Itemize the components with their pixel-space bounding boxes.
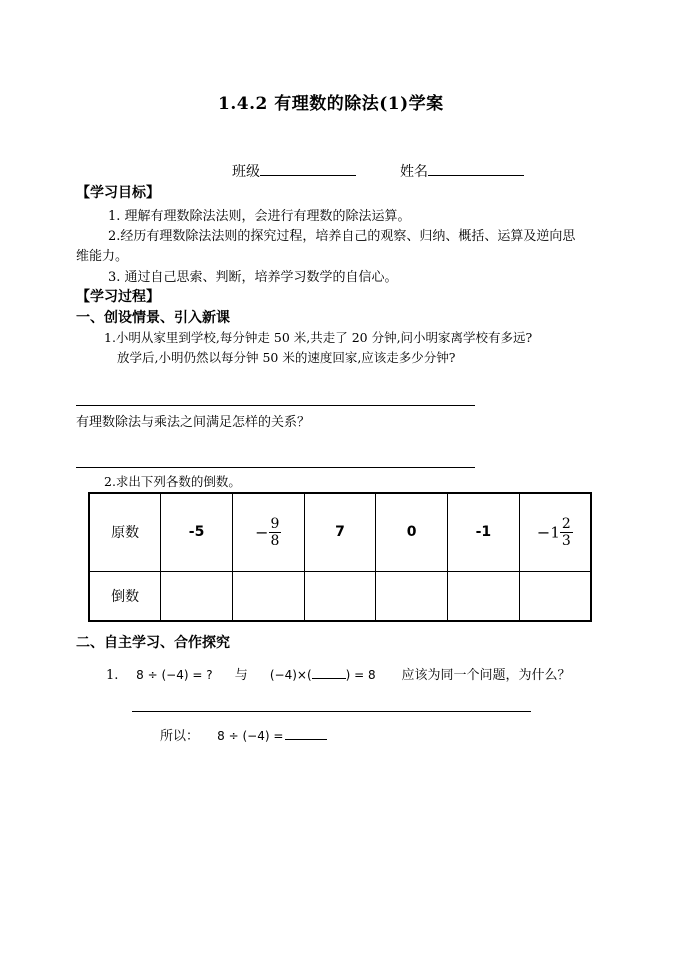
answer-line-1[interactable] bbox=[76, 405, 475, 406]
mixed-whole: 1 bbox=[550, 523, 560, 542]
table-cell-value bbox=[448, 493, 520, 571]
value-neg1: -1 bbox=[475, 524, 492, 541]
table-cell-value bbox=[519, 493, 591, 571]
fraction-9-8 bbox=[269, 516, 282, 549]
conjunction: 与 bbox=[234, 668, 248, 683]
reciprocal-cell[interactable] bbox=[376, 571, 448, 621]
conclusion bbox=[160, 725, 327, 744]
section2-title: 二、自主学习、合作探究 bbox=[76, 635, 230, 651]
table-cell-value bbox=[304, 493, 376, 571]
same-problem-question: 应该为同一个问题，为什么？ bbox=[401, 668, 571, 683]
frac-denominator: 8 bbox=[270, 532, 280, 549]
table-cell-value bbox=[376, 493, 448, 571]
table-row bbox=[89, 571, 591, 621]
table-header-original: 原数 bbox=[89, 493, 161, 571]
blank-field[interactable] bbox=[312, 678, 346, 679]
frac-numerator: 9 bbox=[270, 515, 280, 532]
table-row bbox=[89, 493, 591, 571]
name-label bbox=[400, 161, 524, 181]
expression-division: 8 ÷ (−4) = ? bbox=[136, 668, 213, 682]
class-label bbox=[232, 161, 356, 181]
question-1-line2: 放学后,小明仍然以每分钟 50 米的速度回家,应该走多少分钟? bbox=[117, 350, 456, 365]
frac-numerator: 2 bbox=[561, 515, 571, 532]
reciprocal-table bbox=[88, 492, 592, 622]
value-7: 7 bbox=[335, 524, 345, 541]
expr2-right: ) = 8 bbox=[345, 668, 376, 682]
objective-item-2: 2.经历有理数除法法则的探究过程，培养自己的观察、归纳、概括、运算及逆向思 bbox=[108, 229, 576, 244]
result-field[interactable] bbox=[285, 739, 327, 740]
objectives-heading: 【学习目标】 bbox=[76, 185, 160, 201]
relation-question: 有理数除法与乘法之间满足怎样的关系？ bbox=[76, 415, 311, 430]
frac-sign: − bbox=[255, 522, 269, 542]
section1-title: 一、创设情景、引入新课 bbox=[76, 310, 230, 326]
objective-item-1: 1. 理解有理数除法法则，会进行有理数的除法运算。 bbox=[108, 209, 411, 224]
item-number: 1. bbox=[106, 668, 119, 683]
reciprocal-cell[interactable] bbox=[519, 571, 591, 621]
objective-item-2-cont: 维能力。 bbox=[76, 249, 129, 264]
process-heading: 【学习过程】 bbox=[76, 289, 160, 305]
expr2-left: (−4)×( bbox=[269, 668, 312, 682]
answer-line-3[interactable] bbox=[132, 711, 531, 712]
value-0: 0 bbox=[406, 524, 417, 541]
question-1-line1: 1.小明从家里到学校,每分钟走 50 米,共走了 20 分钟,问小明家离学校有多远? bbox=[104, 330, 533, 345]
fraction-2-3 bbox=[560, 516, 573, 549]
expression-multiplication bbox=[270, 668, 380, 682]
answer-line-2[interactable] bbox=[76, 467, 475, 468]
reciprocal-cell[interactable] bbox=[232, 571, 304, 621]
table-cell-value bbox=[232, 493, 304, 571]
so-expression: 8 ÷ (−4) = bbox=[217, 729, 284, 743]
value-neg5: -5 bbox=[188, 524, 205, 541]
name-label-text: 姓名 bbox=[400, 164, 428, 180]
class-field[interactable] bbox=[260, 175, 356, 176]
objective-item-3: 3. 通过自己思索、判断，培养学习数学的自信心。 bbox=[108, 270, 398, 285]
explore-item-1 bbox=[106, 664, 571, 683]
question-2: 2.求出下列各数的倒数。 bbox=[104, 474, 241, 489]
reciprocal-cell[interactable] bbox=[161, 571, 233, 621]
so-label: 所以： bbox=[160, 729, 200, 744]
reciprocal-cell[interactable] bbox=[448, 571, 520, 621]
table-header-reciprocal: 倒数 bbox=[89, 571, 161, 621]
mixed-sign: − bbox=[536, 522, 551, 542]
reciprocal-cell[interactable] bbox=[304, 571, 376, 621]
page-title: 1.4.2 有理数的除法(1)学案 bbox=[218, 94, 444, 114]
table-cell-value bbox=[161, 493, 233, 571]
frac-denominator: 3 bbox=[561, 532, 571, 549]
class-label-text: 班级 bbox=[232, 164, 260, 180]
name-field[interactable] bbox=[428, 175, 524, 176]
